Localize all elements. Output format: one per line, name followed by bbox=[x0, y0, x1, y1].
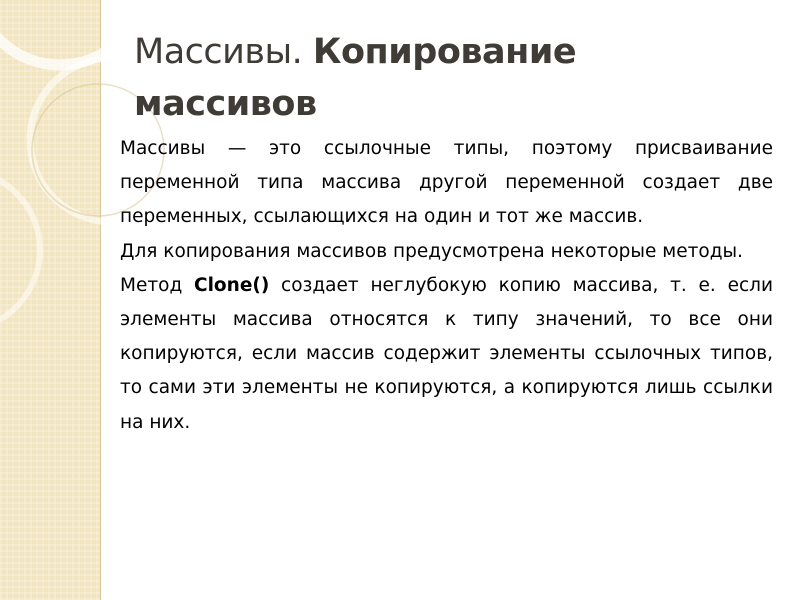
paragraph-3-end: создает неглубокую копию массива, т. е. если элементы массива относятся к типу значений, то все они копируются, если массив содержит элементы ссылочных типов, то сами эти элементы не копируются, а копируются лишь ссылки на них. bbox=[120, 274, 773, 433]
slide-title bbox=[134, 26, 694, 130]
deco-ring-bottom bbox=[0, 170, 40, 330]
slide-body bbox=[120, 132, 773, 440]
slide-title-bold: Копирование массивов bbox=[134, 32, 577, 124]
paragraph-3-start: Метод bbox=[120, 274, 195, 296]
paragraph-2: Для копирования массивов предусмотрена некоторые методы. bbox=[120, 240, 744, 262]
paragraph-1: Массивы — это ссылочные типы, поэтому присваивание переменной типа массива другой переменной создает две переменных, ссылающихся на один и тот же массив. bbox=[120, 138, 773, 228]
slide-title-normal: Массивы. bbox=[134, 32, 313, 72]
clone-method-name: Clone() bbox=[194, 274, 270, 296]
paragraph-3 bbox=[120, 269, 773, 440]
